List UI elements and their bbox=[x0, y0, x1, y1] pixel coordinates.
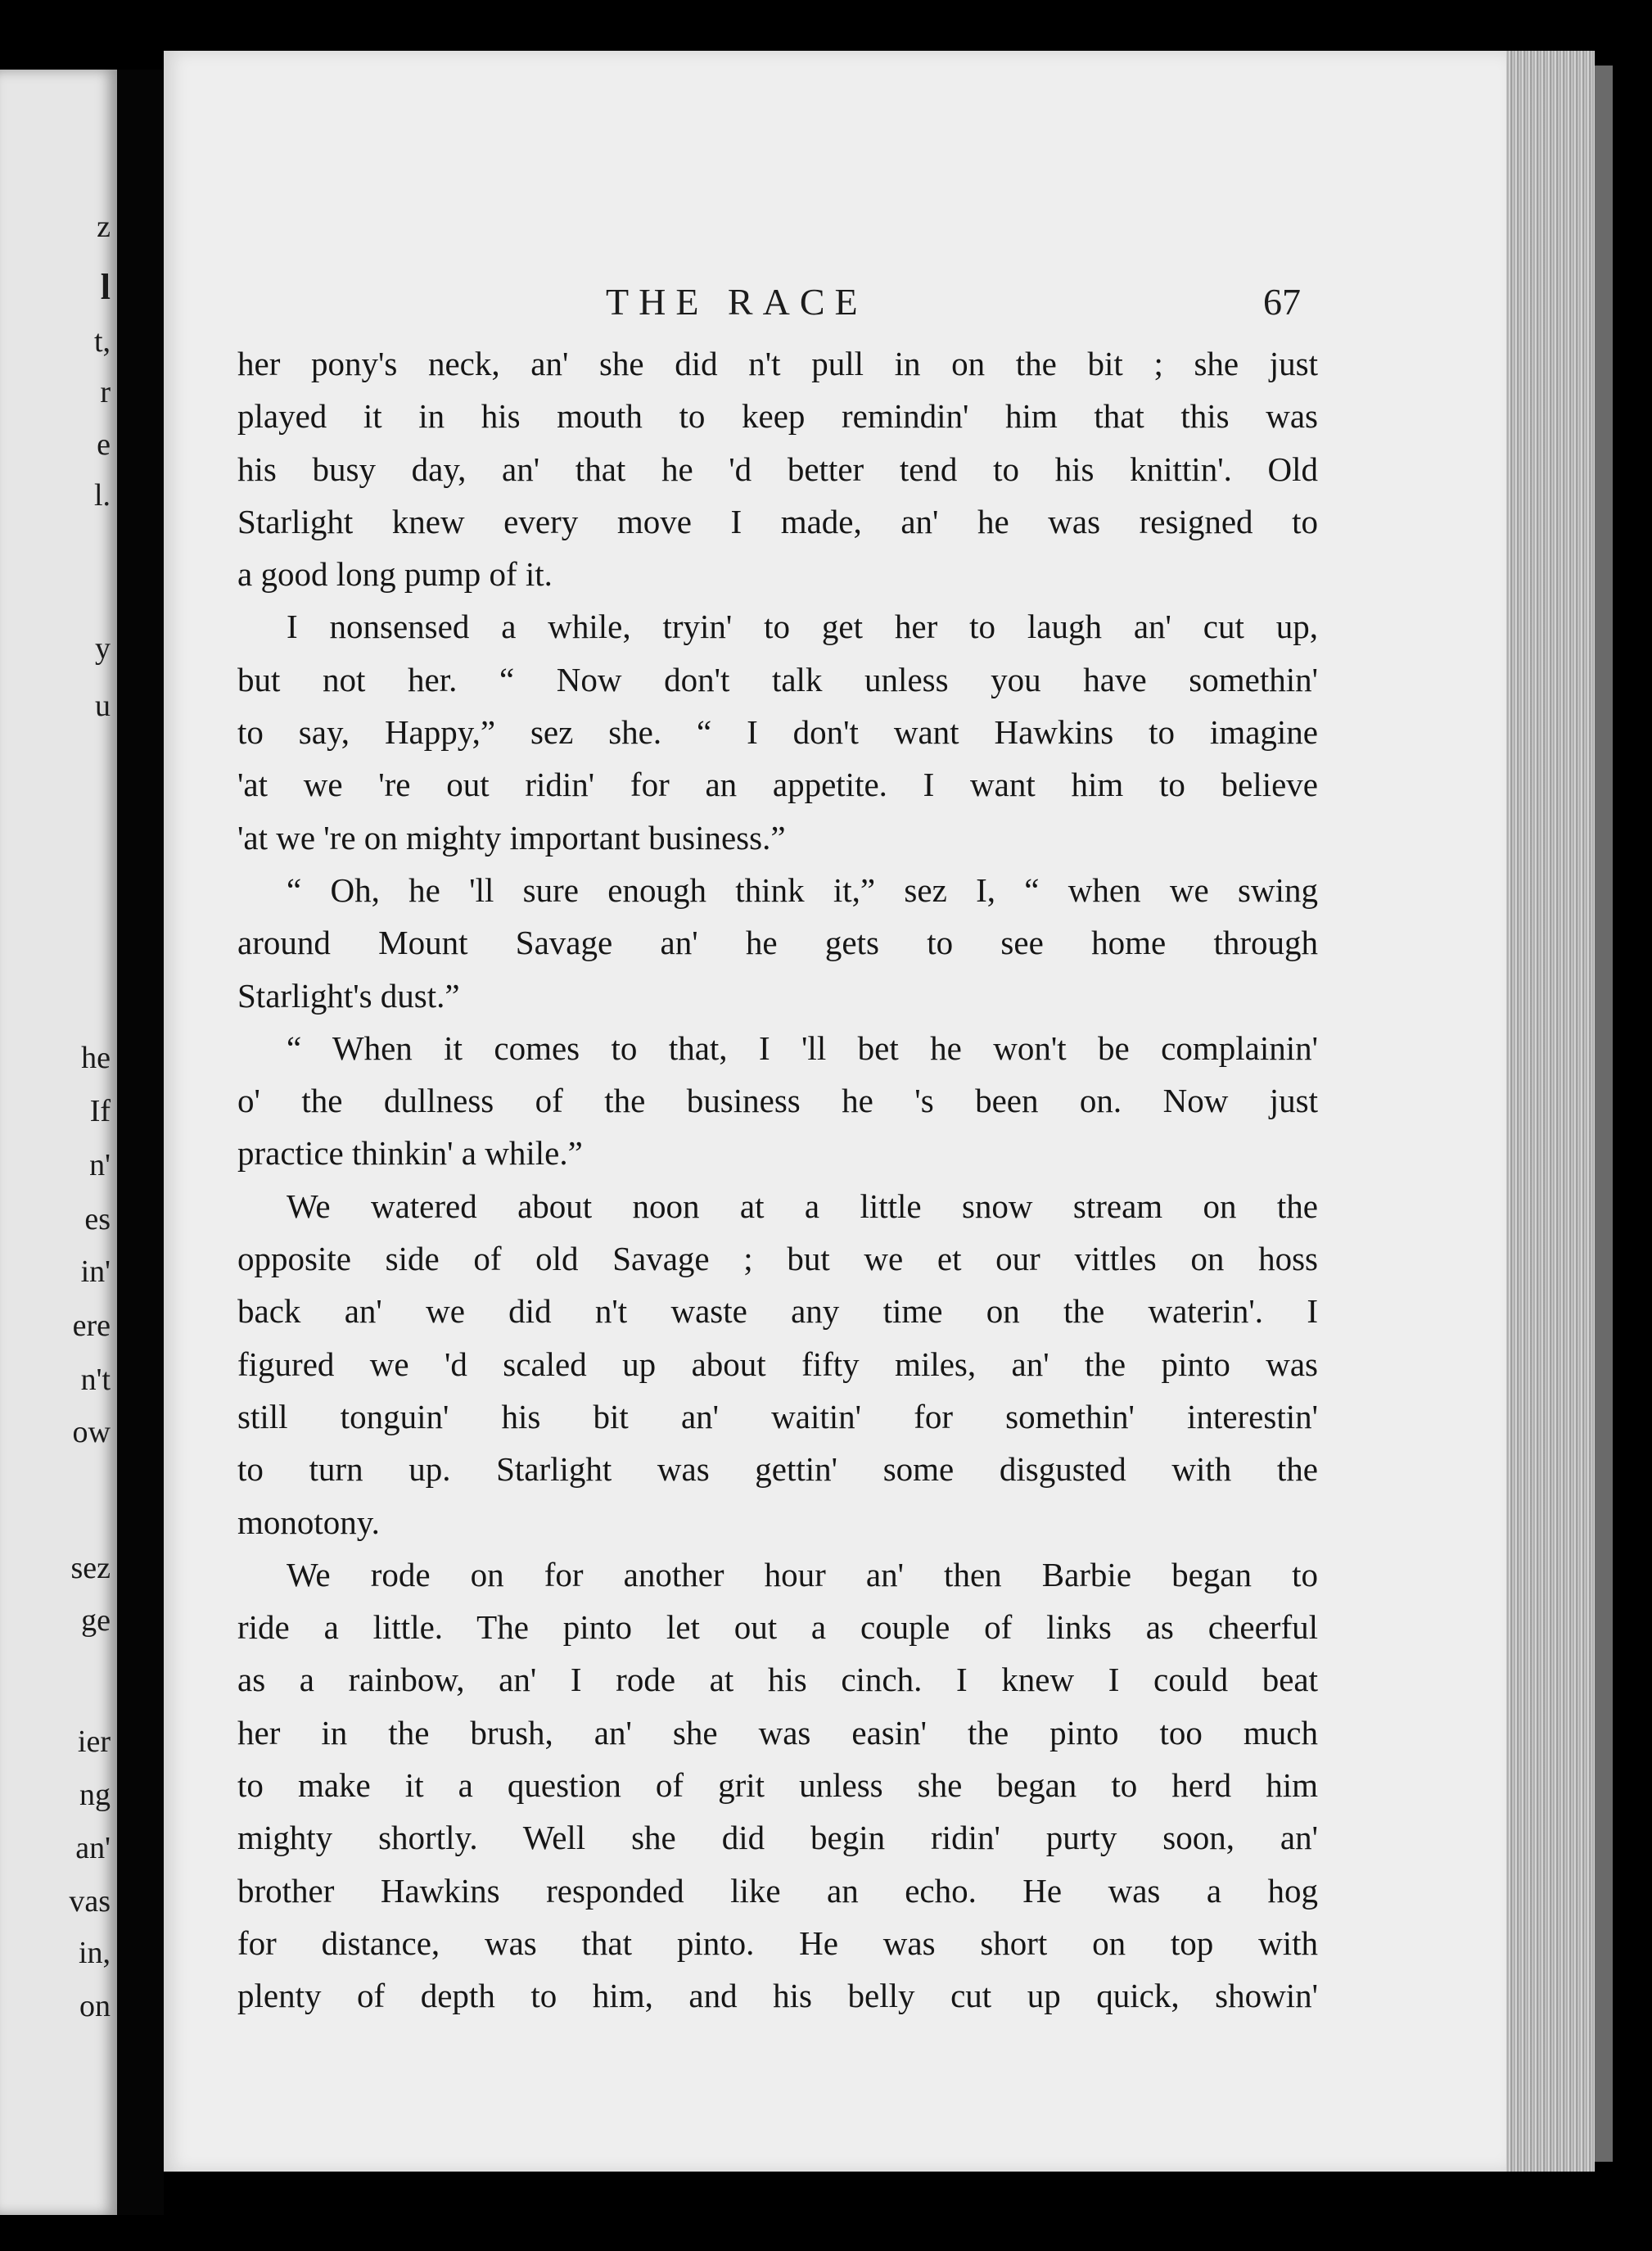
text-line: played it in his mouth to keep remindin' him that this was bbox=[237, 397, 1318, 436]
text-line: “ Oh, he 'll sure enough think it,” sez I, “ when we swing bbox=[287, 870, 1318, 909]
text-line: her pony's neck, an' she did n't pull in on the bit ; she just bbox=[237, 345, 1318, 382]
left-page-fragment: t, bbox=[93, 324, 111, 359]
body-text bbox=[237, 337, 1318, 2023]
text-line: brother Hawkins responded like an echo. He was a hog bbox=[237, 1871, 1318, 1910]
text-line: her in the brush, an' she was easin' the pinto too much bbox=[237, 1713, 1318, 1752]
left-page-fragment: e bbox=[97, 427, 111, 462]
left-page-fragment: y bbox=[95, 631, 111, 666]
text-line: his busy day, an' that he 'd better tend to his knittin'. Old bbox=[237, 450, 1318, 488]
left-page-fragment: ng bbox=[79, 1778, 111, 1812]
text-line: Starlight knew every move I made, an' he was resigned to bbox=[237, 502, 1318, 540]
left-page-fragment: in' bbox=[80, 1254, 111, 1289]
book-page bbox=[164, 51, 1506, 2172]
left-page-fragment: ere bbox=[72, 1309, 111, 1343]
left-page-fragment: r bbox=[100, 375, 111, 409]
left-page-text-fragments bbox=[0, 70, 117, 2215]
text-line: practice thinkin' a while.” bbox=[237, 1134, 583, 1173]
running-head bbox=[164, 280, 1506, 329]
text-line: opposite side of old Savage ; but we et our vittles on hoss bbox=[237, 1240, 1318, 1278]
text-line: I nonsensed a while, tryin' to get her to laugh an' cut up, bbox=[287, 608, 1318, 646]
left-page-fragment: ge bbox=[81, 1603, 111, 1638]
text-line: Starlight's dust.” bbox=[237, 976, 460, 1015]
text-line: 'at we 're out ridin' for an appetite. I want him to believe bbox=[237, 766, 1318, 804]
page-stack-edges bbox=[1506, 51, 1595, 2172]
text-line: a good long pump of it. bbox=[237, 555, 553, 594]
left-page-fragment: l bbox=[100, 267, 111, 307]
text-line: We rode on for another hour an' then Barbie began to bbox=[287, 1555, 1318, 1593]
text-line: figured we 'd scaled up about fifty miles, an' the pinto was bbox=[237, 1345, 1318, 1383]
text-line: but not her. “ Now don't talk unless you have somethin' bbox=[237, 660, 1318, 698]
text-line: mighty shortly. Well she did begin ridin' purty soon, an' bbox=[237, 1819, 1318, 1857]
book-gutter bbox=[117, 70, 164, 2215]
text-line: to say, Happy,” sez she. “ I don't want Hawkins to imagine bbox=[237, 713, 1318, 752]
text-line: “ When it comes to that, I 'll bet he won't be complainin' bbox=[287, 1028, 1318, 1067]
text-line: around Mount Savage an' he gets to see home through bbox=[237, 924, 1318, 962]
left-page-fragment: on bbox=[79, 1989, 111, 2023]
left-page-fragment: z bbox=[97, 210, 111, 244]
text-line: still tonguin' his bit an' waitin' for somethin' interestin' bbox=[237, 1397, 1318, 1435]
text-line: We watered about noon at a little snow stream on the bbox=[287, 1187, 1318, 1225]
left-page-fragment: in, bbox=[78, 1936, 111, 1970]
running-title: THE RACE bbox=[606, 281, 868, 323]
left-page-fragment: es bbox=[84, 1202, 111, 1236]
text-line: 'at we 're on mighty important business.” bbox=[237, 818, 786, 857]
left-page-fragment: vas bbox=[69, 1884, 111, 1919]
left-page-fragment: n't bbox=[80, 1363, 111, 1397]
left-page-fragment: an' bbox=[75, 1831, 111, 1865]
left-page-fragment: n' bbox=[89, 1148, 111, 1182]
left-page-fragment: u bbox=[95, 689, 111, 723]
book-cover-edge bbox=[1595, 66, 1613, 2162]
text-line: back an' we did n't waste any time on the waterin'. I bbox=[237, 1292, 1318, 1331]
left-page-edge bbox=[0, 70, 117, 2215]
text-line: monotony. bbox=[237, 1503, 380, 1541]
left-page-fragment: ow bbox=[72, 1415, 111, 1449]
text-line: to turn up. Starlight was gettin' some disgusted with the bbox=[237, 1450, 1318, 1489]
text-line: to make it a question of grit unless she began to herd him bbox=[237, 1766, 1318, 1805]
text-line: ride a little. The pinto let out a couple of links as cheerful bbox=[237, 1608, 1318, 1647]
text-line: o' the dullness of the business he 's been on. Now just bbox=[237, 1082, 1318, 1120]
text-line: for distance, was that pinto. He was short on top with bbox=[237, 1923, 1318, 1962]
left-page-fragment: ier bbox=[77, 1724, 111, 1759]
text-line: plenty of depth to him, and his belly cut up quick, showin' bbox=[237, 1977, 1318, 2015]
left-page-fragment: If bbox=[89, 1094, 111, 1128]
text-line: as a rainbow, an' I rode at his cinch. I knew I could beat bbox=[237, 1661, 1318, 1699]
page-number: 67 bbox=[1263, 281, 1301, 323]
left-page-fragment: sez bbox=[70, 1551, 111, 1585]
left-page-fragment: l. bbox=[93, 478, 111, 513]
left-page-fragment: he bbox=[81, 1041, 111, 1075]
